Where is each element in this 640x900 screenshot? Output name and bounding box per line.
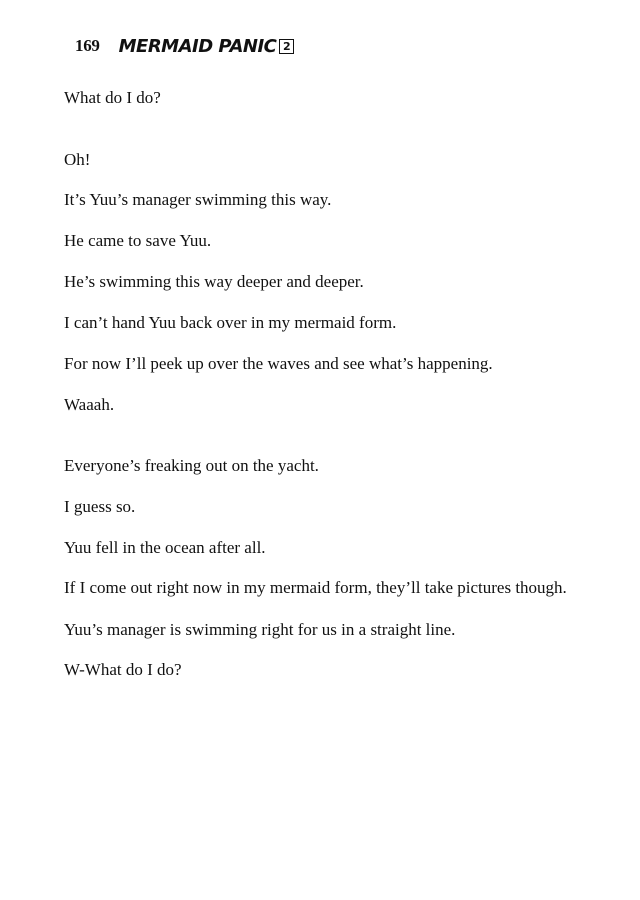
text-line: For now I’ll peek up over the waves and see what’s happening. (64, 354, 493, 373)
text-line: Yuu’s manager is swimming right for us in a straight line. (64, 620, 456, 639)
text-line: It’s Yuu’s manager swimming this way. (64, 190, 332, 209)
series-title: MERMAID PANIC (118, 35, 277, 57)
text-line: If I come out right now in my mermaid form, they’ll take pictures though. (64, 578, 567, 597)
text-line: I guess so. (64, 497, 136, 516)
text-line: Oh! (64, 150, 91, 169)
text-line: What do I do? (64, 88, 161, 107)
text-line: Yuu fell in the ocean after all. (64, 538, 266, 557)
text-line: Everyone’s freaking out on the yacht. (64, 456, 319, 475)
text-line: He’s swimming this way deeper and deeper. (64, 272, 364, 291)
text-line: He came to save Yuu. (64, 231, 212, 250)
text-line: W-What do I do? (64, 660, 182, 679)
text-line: Waaah. (64, 395, 115, 414)
page-header (75, 34, 294, 58)
volume-badge: 2 (279, 39, 294, 54)
page-number: 169 (75, 36, 100, 55)
text-line: I can’t hand Yuu back over in my mermaid form. (64, 313, 397, 332)
